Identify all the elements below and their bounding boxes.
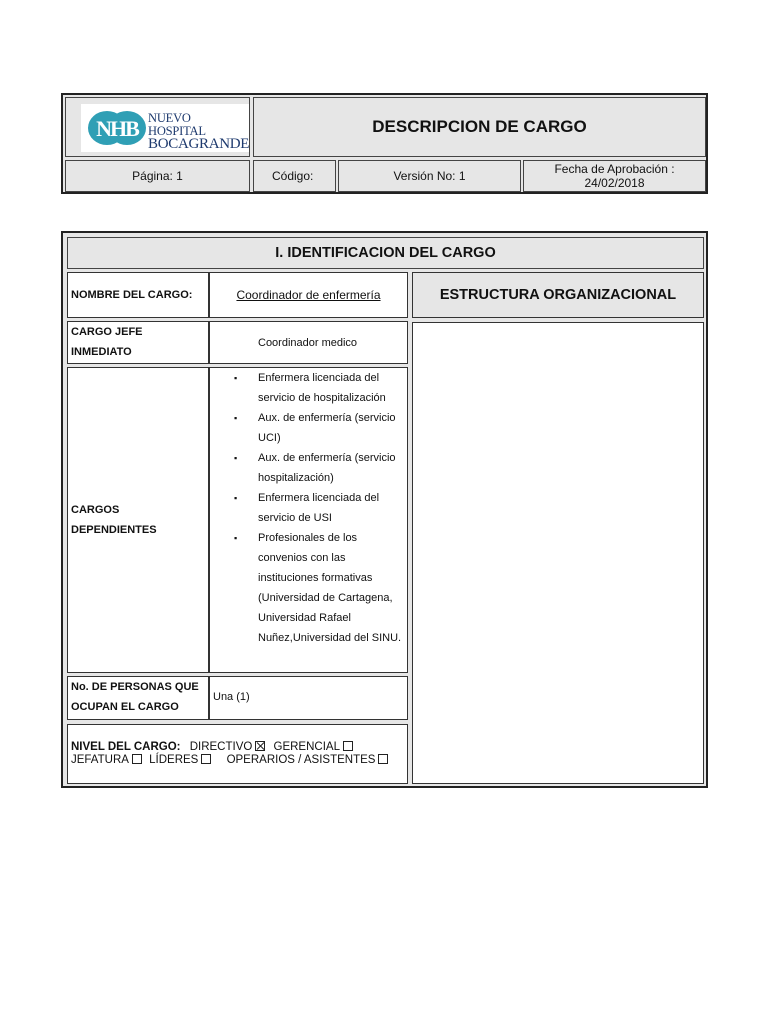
boss-value: Coordinador medico — [258, 336, 358, 349]
job-level-cell — [67, 724, 408, 784]
dependent-item-text: convenios con las — [258, 552, 346, 564]
boss-label-cell — [67, 321, 209, 364]
identification-section — [61, 231, 708, 788]
dependent-item-text: servicio de USI — [258, 512, 332, 524]
hospital-logo-text — [148, 112, 249, 151]
job-name-value: Coordinador de enfermería — [236, 288, 381, 302]
dependents-label-line-2: DEPENDIENTES — [71, 524, 157, 536]
job-level-line-2 — [71, 754, 407, 767]
dependent-item — [210, 488, 407, 528]
section-title: I. IDENTIFICACION DEL CARGO — [67, 237, 704, 269]
boss-value-cell — [209, 321, 408, 364]
hospital-logo — [81, 104, 249, 152]
boss-label-line-2: INMEDIATO — [71, 346, 132, 358]
dependent-item — [210, 528, 407, 648]
approval-date-cell — [523, 160, 706, 192]
org-structure-title: ESTRUCTURA ORGANIZACIONAL — [412, 272, 704, 318]
org-structure-area — [412, 322, 704, 784]
level-option-gerencial-checkbox[interactable] — [343, 741, 353, 751]
dependent-item-text: Universidad Rafael — [258, 612, 351, 624]
persons-value: Una (1) — [213, 691, 250, 703]
logo-line-2: BOCAGRANDE — [148, 136, 250, 152]
document-code: Código: — [253, 160, 336, 192]
dependents-label-line-1: CARGOS — [71, 504, 120, 516]
dependent-item — [210, 408, 407, 448]
level-option-directivo-checkbox[interactable] — [255, 741, 265, 751]
dependent-item-text: UCI) — [258, 432, 281, 444]
persons-label-line-1: No. DE PERSONAS QUE — [71, 681, 199, 693]
level-option-operarios-label: OPERARIOS / ASISTENTES — [226, 754, 376, 766]
dependent-item-text: ▪ Enfermera licenciada del — [258, 372, 380, 384]
job-name-label-cell — [67, 272, 209, 318]
approval-date-value: 24/02/2018 — [584, 176, 645, 190]
dependent-item — [210, 448, 407, 488]
job-name-value-cell — [209, 272, 408, 318]
level-option-gerencial-label: GERENCIAL — [273, 741, 340, 753]
dependents-list — [210, 368, 407, 648]
level-option-directivo-label: DIRECTIVO — [189, 741, 253, 753]
boss-label-line-1: CARGO JEFE — [71, 326, 143, 338]
dependents-label-cell — [67, 367, 209, 673]
dependent-item-text: Nuñez,Universidad del SINU. — [258, 632, 402, 644]
level-option-lideres-checkbox[interactable] — [201, 754, 211, 764]
document-header — [61, 93, 708, 194]
level-option-jefatura-checkbox[interactable] — [132, 754, 142, 764]
svg-text:NHB: NHB — [96, 116, 138, 141]
level-option-operarios-checkbox[interactable] — [378, 754, 388, 764]
job-name-label: NOMBRE DEL CARGO: — [71, 289, 193, 301]
persons-value-cell — [209, 676, 408, 720]
hospital-logo-mark-icon — [85, 108, 149, 148]
logo-cell — [65, 97, 250, 157]
dependent-item — [210, 368, 407, 408]
dependent-item-text: ▪ Aux. de enfermería (servicio — [258, 412, 396, 424]
dependent-item-text: hospitalización) — [258, 472, 334, 484]
document-title: DESCRIPCION DE CARGO — [253, 97, 706, 157]
dependent-item-text: ▪ Profesionales de los — [258, 532, 358, 544]
dependent-item-text: (Universidad de Cartagena, — [258, 592, 393, 604]
job-level-label: NIVEL DEL CARGO: — [71, 741, 181, 753]
dependent-item-text: ▪ Aux. de enfermería (servicio — [258, 452, 396, 464]
dependent-item-text: ▪ Enfermera licenciada del — [258, 492, 380, 504]
level-option-jefatura-label: JEFATURA — [71, 754, 129, 766]
dependents-list-cell — [209, 367, 408, 673]
persons-label-cell — [67, 676, 209, 720]
document-version: Versión No: 1 — [338, 160, 521, 192]
job-level-line-1 — [71, 741, 407, 754]
dependent-item-text: servicio de hospitalización — [258, 392, 386, 404]
level-option-lideres-label: LÍDERES — [149, 754, 199, 766]
persons-label-line-2: OCUPAN EL CARGO — [71, 701, 179, 713]
approval-date-label: Fecha de Aprobación : — [554, 162, 675, 176]
logo-line-1: NUEVO HOSPITAL — [148, 111, 206, 138]
page-number: Página: 1 — [65, 160, 250, 192]
dependent-item-text: instituciones formativas — [258, 572, 373, 584]
